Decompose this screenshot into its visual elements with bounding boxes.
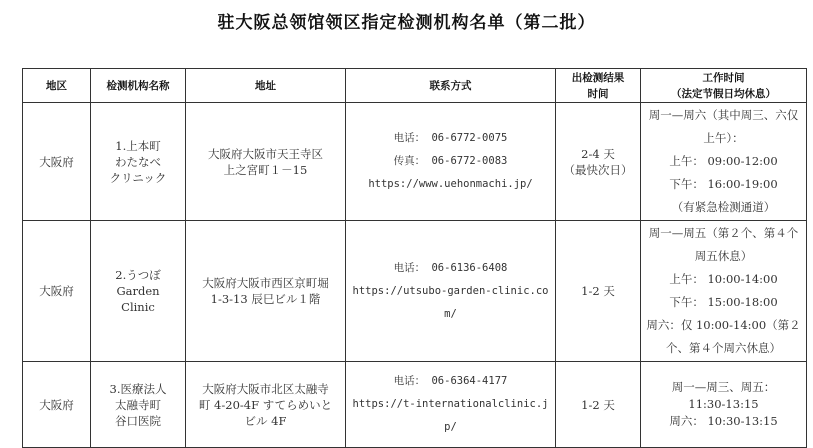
hours-cell [641, 362, 807, 448]
table-row [23, 103, 807, 221]
hours-line: 周六：仅 10:00-14:00（第２ [646, 318, 801, 332]
hours-line: 11:30-13:15 [688, 397, 759, 411]
region-cell: 大阪府 [23, 103, 91, 221]
address-line: 大阪府大阪市北区太融寺 [202, 381, 329, 396]
hours-line: 周一—周六（其中周三、六仅 [648, 108, 799, 122]
hours-line: 下午： 16:00-19:00 [669, 177, 778, 191]
hours-line: 周五休息） [694, 249, 753, 263]
contact-cell [346, 103, 556, 221]
result-time-cell: 1-2 天 [556, 221, 641, 362]
hours-line: 周一—周五（第２个、第４个 [648, 226, 799, 240]
result-time-cell: 1-2 天 [556, 362, 641, 448]
address-cell [186, 221, 346, 362]
hours-cell [641, 103, 807, 221]
result-time-cell [556, 103, 641, 221]
header-result-time [556, 69, 641, 103]
address-line: 大阪府大阪市天王寺区 [208, 146, 323, 161]
header-result-time-line1: 出检测结果 [571, 71, 625, 84]
website-link[interactable]: https://utsubo-garden-clinic.co [352, 284, 549, 297]
result-time-line: （最快次日） [563, 162, 633, 177]
hours-line: （有紧急检测通道） [671, 200, 776, 214]
hours-line: 上午： 10:00-14:00 [669, 272, 778, 286]
contact-cell [346, 362, 556, 448]
name-cell [91, 221, 186, 362]
hours-line: 周一—周三、周五： [671, 380, 776, 394]
hours-line: 上午）： [703, 131, 744, 145]
region-cell: 大阪府 [23, 362, 91, 448]
hours-line: 个、第４个周六休息） [666, 341, 781, 355]
website-link[interactable]: https://www.uehonmachi.jp/ [368, 178, 533, 190]
table-row [23, 221, 807, 362]
name-line: Garden [116, 284, 160, 298]
address-line: 上之宮町１－15 [223, 162, 308, 177]
name-line: わたなべ [115, 154, 161, 169]
address-line: ビル 4F [244, 413, 287, 428]
region-cell: 大阪府 [23, 221, 91, 362]
hours-cell [641, 221, 807, 362]
header-hours-line1: 工作时间 [702, 71, 745, 84]
name-line: 太融寺町 [115, 397, 161, 412]
table-row [23, 362, 807, 448]
fax-text: 传真： 06-6772-0083 [393, 155, 508, 167]
name-cell [91, 362, 186, 448]
header-contact: 联系方式 [346, 69, 556, 103]
header-region: 地区 [23, 69, 91, 103]
website-link-cont[interactable]: m/ [444, 307, 457, 320]
page-title: 驻大阪总领馆领区指定检测机构名单（第二批） [217, 13, 596, 33]
result-time-line: 2-4 天 [581, 146, 615, 161]
address-cell [186, 362, 346, 448]
header-result-time-line2: 时间 [587, 87, 609, 100]
phone-text: 电话： 06-6772-0075 [393, 132, 508, 144]
header-hours-line2: （法定节假日均休息） [671, 87, 776, 100]
name-line: 2.うつぼ [115, 268, 161, 282]
address-line: 町 4-20-4F すてらめいと [198, 397, 333, 412]
institution-table [22, 68, 807, 448]
name-cell [91, 103, 186, 221]
address-line: 1-3-13 辰巳ビル１階 [210, 292, 321, 306]
header-row [23, 69, 807, 103]
header-hours [641, 69, 807, 103]
address-cell [186, 103, 346, 221]
phone-text: 电话： 06-6136-6408 [393, 261, 508, 274]
name-line: 1.上本町 [115, 138, 161, 153]
hours-line: 上午： 09:00-12:00 [669, 154, 778, 168]
name-line: 谷口医院 [115, 413, 161, 428]
name-line: クリニック [109, 170, 167, 185]
name-line: 3.医療法人 [109, 381, 167, 396]
header-name: 检测机构名称 [91, 69, 186, 103]
website-link[interactable]: https://t-internationalclinic.j [352, 398, 549, 410]
website-link-cont[interactable]: p/ [444, 421, 457, 433]
address-line: 大阪府大阪市西区京町堀 [202, 276, 329, 290]
header-address: 地址 [186, 69, 346, 103]
phone-text: 电话： 06-6364-4177 [393, 375, 508, 387]
contact-cell [346, 221, 556, 362]
hours-line: 周六： 10:30-13:15 [669, 414, 778, 428]
hours-line: 下午： 15:00-18:00 [669, 295, 778, 309]
name-line: Clinic [121, 300, 155, 314]
